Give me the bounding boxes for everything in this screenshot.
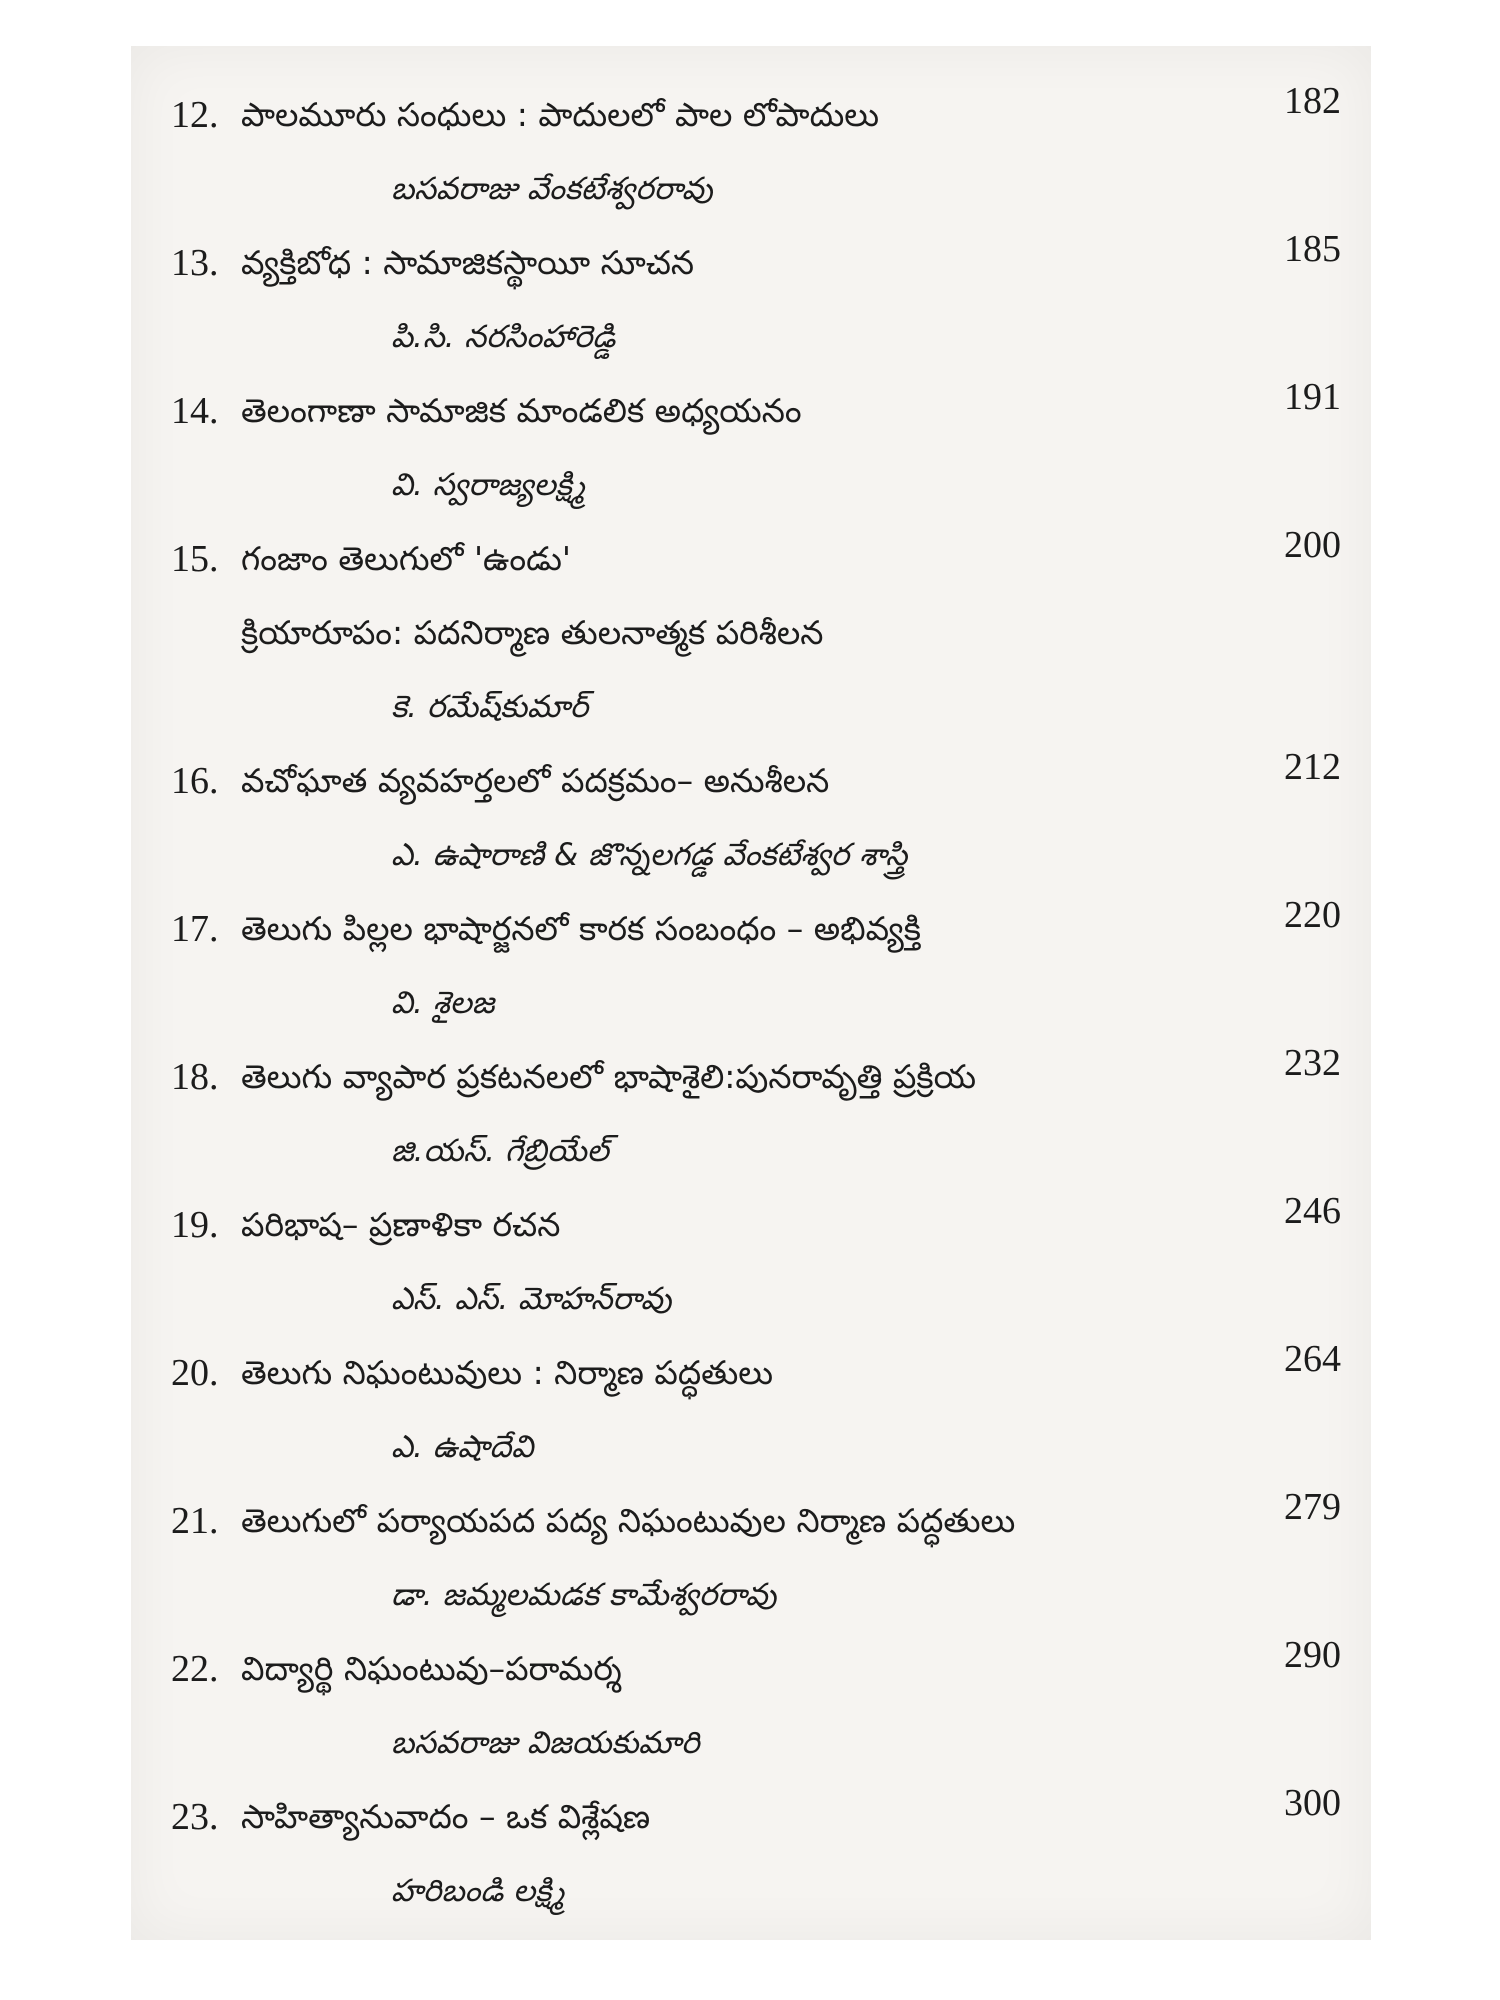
entry-page-number: 191 <box>1284 376 1341 418</box>
entry-author: హరిబండి లక్ష్మి <box>391 1873 565 1909</box>
entry-page-number: 182 <box>1284 80 1341 122</box>
entry-author: ఎ. ఉషాదేవి <box>391 1429 534 1465</box>
entry-author: కె. రమేష్‌కుమార్ <box>391 689 589 725</box>
entry-author: ఎస్. ఎస్. మోహన్‌రావు <box>391 1281 672 1317</box>
entry-title: వచోఘాత వ్యవహర్తలలో పదక్రమం– అనుశీలన <box>241 761 830 800</box>
entry-page-number: 185 <box>1284 228 1341 270</box>
entry-title: గంజాం తెలుగులో 'ఉండు' <box>241 539 571 578</box>
toc-entry-14 <box>171 374 1341 522</box>
entry-author: బసవరాజు విజయకుమారి <box>391 1725 700 1761</box>
entry-page-number: 212 <box>1284 746 1341 788</box>
book-page <box>131 46 1371 1940</box>
toc-entry-17 <box>171 892 1341 1040</box>
entry-title: విద్యార్థి నిఘంటువు–పరామర్శ <box>241 1649 622 1688</box>
toc-entry-18 <box>171 1040 1341 1188</box>
entry-page-number: 220 <box>1284 894 1341 936</box>
entry-title: తెలంగాణా సామాజిక మాండలిక అధ్యయనం <box>241 391 802 430</box>
entry-page-number: 264 <box>1284 1338 1341 1380</box>
entry-number: 23. <box>171 1796 219 1838</box>
entry-title: తెలుగులో పర్యాయపద పద్య నిఘంటువుల నిర్మాణ పద్ధతులు <box>241 1501 1016 1540</box>
entry-title: తెలుగు వ్యాపార ప్రకటనలలో భాషాశైలి:పునరావృత్తి ప్రక్రియ <box>241 1057 977 1096</box>
toc-entry-13 <box>171 226 1341 374</box>
toc-entry-19 <box>171 1188 1341 1336</box>
entry-page-number: 300 <box>1284 1782 1341 1824</box>
toc-entry-22 <box>171 1632 1341 1780</box>
entry-number: 18. <box>171 1056 219 1098</box>
toc-entry-16 <box>171 744 1341 892</box>
entry-number: 15. <box>171 538 219 580</box>
entry-page-number: 232 <box>1284 1042 1341 1084</box>
entry-title: సాహిత్యానువాదం – ఒక విశ్లేషణ <box>241 1797 651 1836</box>
entry-title: వ్యక్తిబోధ : సామాజికస్థాయీ సూచన <box>241 243 695 282</box>
entry-author: ఎ. ఉషారాణి & జొన్నలగడ్డ వేంకటేశ్వర శాస్త్రి <box>391 837 908 873</box>
entry-number: 19. <box>171 1204 219 1246</box>
entry-author: డా. జమ్మలమడక కామేశ్వరరావు <box>391 1577 777 1613</box>
toc-entry-15 <box>171 522 1341 744</box>
entry-title: తెలుగు పిల్లల భాషార్జనలో కారక సంబంధం – అభివ్యక్తి <box>241 909 922 948</box>
toc-entry-12 <box>171 78 1341 226</box>
entry-number: 12. <box>171 94 219 136</box>
entry-number: 22. <box>171 1648 219 1690</box>
entry-title: పాలమూరు సంధులు : పాదులలో పాల లోపాదులు <box>241 95 880 134</box>
entry-author: పి.సి. నరసింహారెడ్డి <box>391 319 616 355</box>
entry-page-number: 246 <box>1284 1190 1341 1232</box>
entry-author: వి. శైలజ <box>391 985 495 1021</box>
toc-entry-21 <box>171 1484 1341 1632</box>
entry-author: జి.యస్. గేబ్రియేల్ <box>391 1133 609 1169</box>
entry-title: తెలుగు నిఘంటువులు : నిర్మాణ పద్ధతులు <box>241 1353 774 1392</box>
entry-number: 21. <box>171 1500 219 1542</box>
entry-author: బసవరాజు వేంకటేశ్వరరావు <box>391 171 713 207</box>
entry-author: వి. స్వరాజ్యలక్ష్మి <box>391 467 585 503</box>
entry-title-continuation: క్రియారూపం: పదనిర్మాణ తులనాత్మక పరిశీలన <box>241 613 824 652</box>
entry-title: పరిభాష– ప్రణాళికా రచన <box>241 1205 561 1244</box>
entry-number: 16. <box>171 760 219 802</box>
entry-number: 17. <box>171 908 219 950</box>
entry-page-number: 200 <box>1284 524 1341 566</box>
entry-number: 14. <box>171 390 219 432</box>
toc-entry-23 <box>171 1780 1341 1928</box>
entry-page-number: 290 <box>1284 1634 1341 1676</box>
toc-entry-20 <box>171 1336 1341 1484</box>
table-of-contents <box>171 78 1341 1928</box>
entry-number: 13. <box>171 242 219 284</box>
entry-number: 20. <box>171 1352 219 1394</box>
entry-page-number: 279 <box>1284 1486 1341 1528</box>
